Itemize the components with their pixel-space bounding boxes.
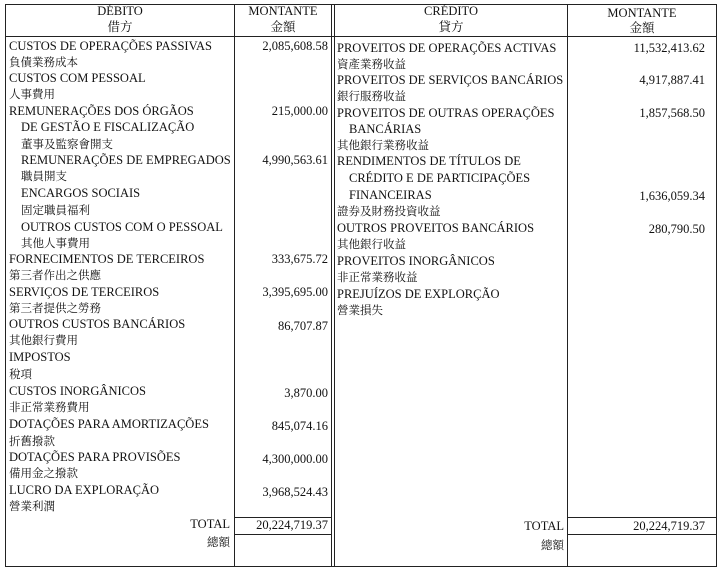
credit-item-pt: CRÉDITO E DE PARTICIPAÇÕES xyxy=(349,171,531,185)
border-right xyxy=(716,4,717,567)
debit-header: DÉBITO xyxy=(97,4,143,18)
debit-total-label: TOTAL xyxy=(190,517,230,531)
credit-item-cn: 其他銀行業務收益 xyxy=(337,138,429,152)
border-left xyxy=(5,4,6,567)
debit-item-pt: CUSTOS COM PESSOAL xyxy=(9,71,146,85)
debit-amount: 3,395,695.00 xyxy=(262,285,328,299)
credit-total-label: TOTAL xyxy=(524,519,564,533)
debit-item-pt: DOTAÇÕES PARA PROVISÕES xyxy=(9,450,181,464)
credit-amount: 4,917,887.41 xyxy=(639,73,705,87)
credit-item-pt: OUTROS PROVEITOS BANCÁRIOS xyxy=(337,221,535,235)
credit-header-cn: 貸方 xyxy=(438,19,464,34)
debit-amount: 4,300,000.00 xyxy=(262,452,328,466)
debit-item-pt: OUTROS CUSTOS COM O PESSOAL xyxy=(21,220,223,234)
debit-item-pt: ENCARGOS SOCIAIS xyxy=(21,186,141,200)
debit-item-cn: 其他銀行費用 xyxy=(9,333,78,347)
credit-item-pt: FINANCEIRAS xyxy=(349,188,432,202)
debit-amount: 86,707.87 xyxy=(278,319,328,333)
debit-item-cn: 負債業務成本 xyxy=(9,55,78,69)
credit-item-pt: PROVEITOS INORGÂNICOS xyxy=(337,254,495,268)
credit-total-amount: 20,224,719.37 xyxy=(633,519,705,533)
debit-amount: 3,968,524.43 xyxy=(262,485,328,499)
amount2-header: MONTANTE xyxy=(607,6,677,20)
credit-total-label-cn: 總額 xyxy=(541,538,564,552)
credit-item-cn: 其他銀行收益 xyxy=(337,237,406,251)
col-divider-2b xyxy=(334,4,335,567)
credit-amount: 280,790.50 xyxy=(648,222,705,236)
total-rule-left-b xyxy=(234,534,331,535)
credit-item-cn: 銀行服務收益 xyxy=(337,89,406,103)
debit-amount: 3,870.00 xyxy=(284,386,328,400)
credit-item-pt: PROVEITOS DE OUTRAS OPERAÇÕES xyxy=(337,106,555,120)
debit-total-label-cn: 總額 xyxy=(207,535,230,549)
debit-item-cn: 折舊撥款 xyxy=(9,434,55,448)
col-divider-3 xyxy=(567,4,568,567)
amount2-header-cn: 金額 xyxy=(629,20,655,35)
col-divider-2 xyxy=(331,4,332,567)
debit-item-cn: 非正常業務費用 xyxy=(9,400,90,414)
total-rule-right-b xyxy=(567,534,716,535)
credit-amount: 1,857,568.50 xyxy=(639,106,705,120)
credit-amount: 1,636,059.34 xyxy=(639,189,705,203)
debit-item-cn: 備用金之撥款 xyxy=(9,466,78,480)
debit-amount: 2,085,608.58 xyxy=(262,39,328,53)
amount-header: MONTANTE xyxy=(248,4,318,18)
debit-item-pt: SERVIÇOS DE TERCEIROS xyxy=(9,285,160,299)
debit-total-amount: 20,224,719.37 xyxy=(256,518,328,532)
debit-item-pt: DOTAÇÕES PARA AMORTIZAÇÕES xyxy=(9,417,209,431)
debit-amount: 845,074.16 xyxy=(271,419,328,433)
credit-item-cn: 證券及財務投資收益 xyxy=(337,204,441,218)
debit-item-pt: IMPOSTOS xyxy=(9,350,71,364)
credit-item-pt: BANCÁRIAS xyxy=(349,122,422,136)
credit-item-cn: 營業損失 xyxy=(337,303,383,317)
debit-item-cn: 稅項 xyxy=(9,367,32,381)
credit-item-pt: PROVEITOS DE OPERAÇÕES ACTIVAS xyxy=(337,41,557,55)
credit-header: CRÉDITO xyxy=(424,4,478,18)
debit-amount: 4,990,563.61 xyxy=(262,153,328,167)
credit-item-pt: PROVEITOS DE SERVIÇOS BANCÁRIOS xyxy=(337,73,564,87)
credit-item-pt: PREJUÍZOS DE EXPLORÇÃO xyxy=(337,287,500,301)
amount-header-cn: 金額 xyxy=(270,19,296,34)
debit-item-pt: REMUNERAÇÕES DOS ÓRGÃOS xyxy=(9,104,194,118)
header-divider xyxy=(5,36,717,37)
debit-item-cn: 固定職員福利 xyxy=(21,203,90,217)
credit-item-pt: RENDIMENTOS DE TÍTULOS DE xyxy=(337,154,521,168)
debit-item-cn: 人事費用 xyxy=(9,87,55,101)
debit-item-pt: REMUNERAÇÕES DE EMPREGADOS xyxy=(21,153,231,167)
debit-item-pt: CUSTOS INORGÂNICOS xyxy=(9,384,146,398)
debit-item-pt: CUSTOS DE OPERAÇÕES PASSIVAS xyxy=(9,39,212,53)
border-bottom xyxy=(5,566,717,567)
debit-amount: 333,675.72 xyxy=(271,252,328,266)
debit-item-pt: DE GESTÃO E FISCALIZAÇÃO xyxy=(21,120,195,134)
debit-item-cn: 其他人事費用 xyxy=(21,236,90,250)
credit-item-cn: 非正常業務收益 xyxy=(337,270,418,284)
credit-item-cn: 資產業務收益 xyxy=(337,57,406,71)
debit-item-cn: 董事及監察會開支 xyxy=(21,137,113,151)
debit-item-pt: OUTROS CUSTOS BANCÁRIOS xyxy=(9,317,186,331)
debit-item-cn: 第三者提供之勞務 xyxy=(9,301,101,315)
debit-item-cn: 營業利潤 xyxy=(9,499,55,513)
debit-item-pt: LUCRO DA EXPLORAÇÃO xyxy=(9,483,160,497)
debit-header-cn: 借方 xyxy=(107,19,133,34)
credit-amount: 11,532,413.62 xyxy=(633,41,705,55)
debit-amount: 215,000.00 xyxy=(271,104,328,118)
debit-item-cn: 第三者作出之供應 xyxy=(9,268,101,282)
debit-item-pt: FORNECIMENTOS DE TERCEIROS xyxy=(9,252,205,266)
debit-item-cn: 職員開支 xyxy=(21,169,67,183)
